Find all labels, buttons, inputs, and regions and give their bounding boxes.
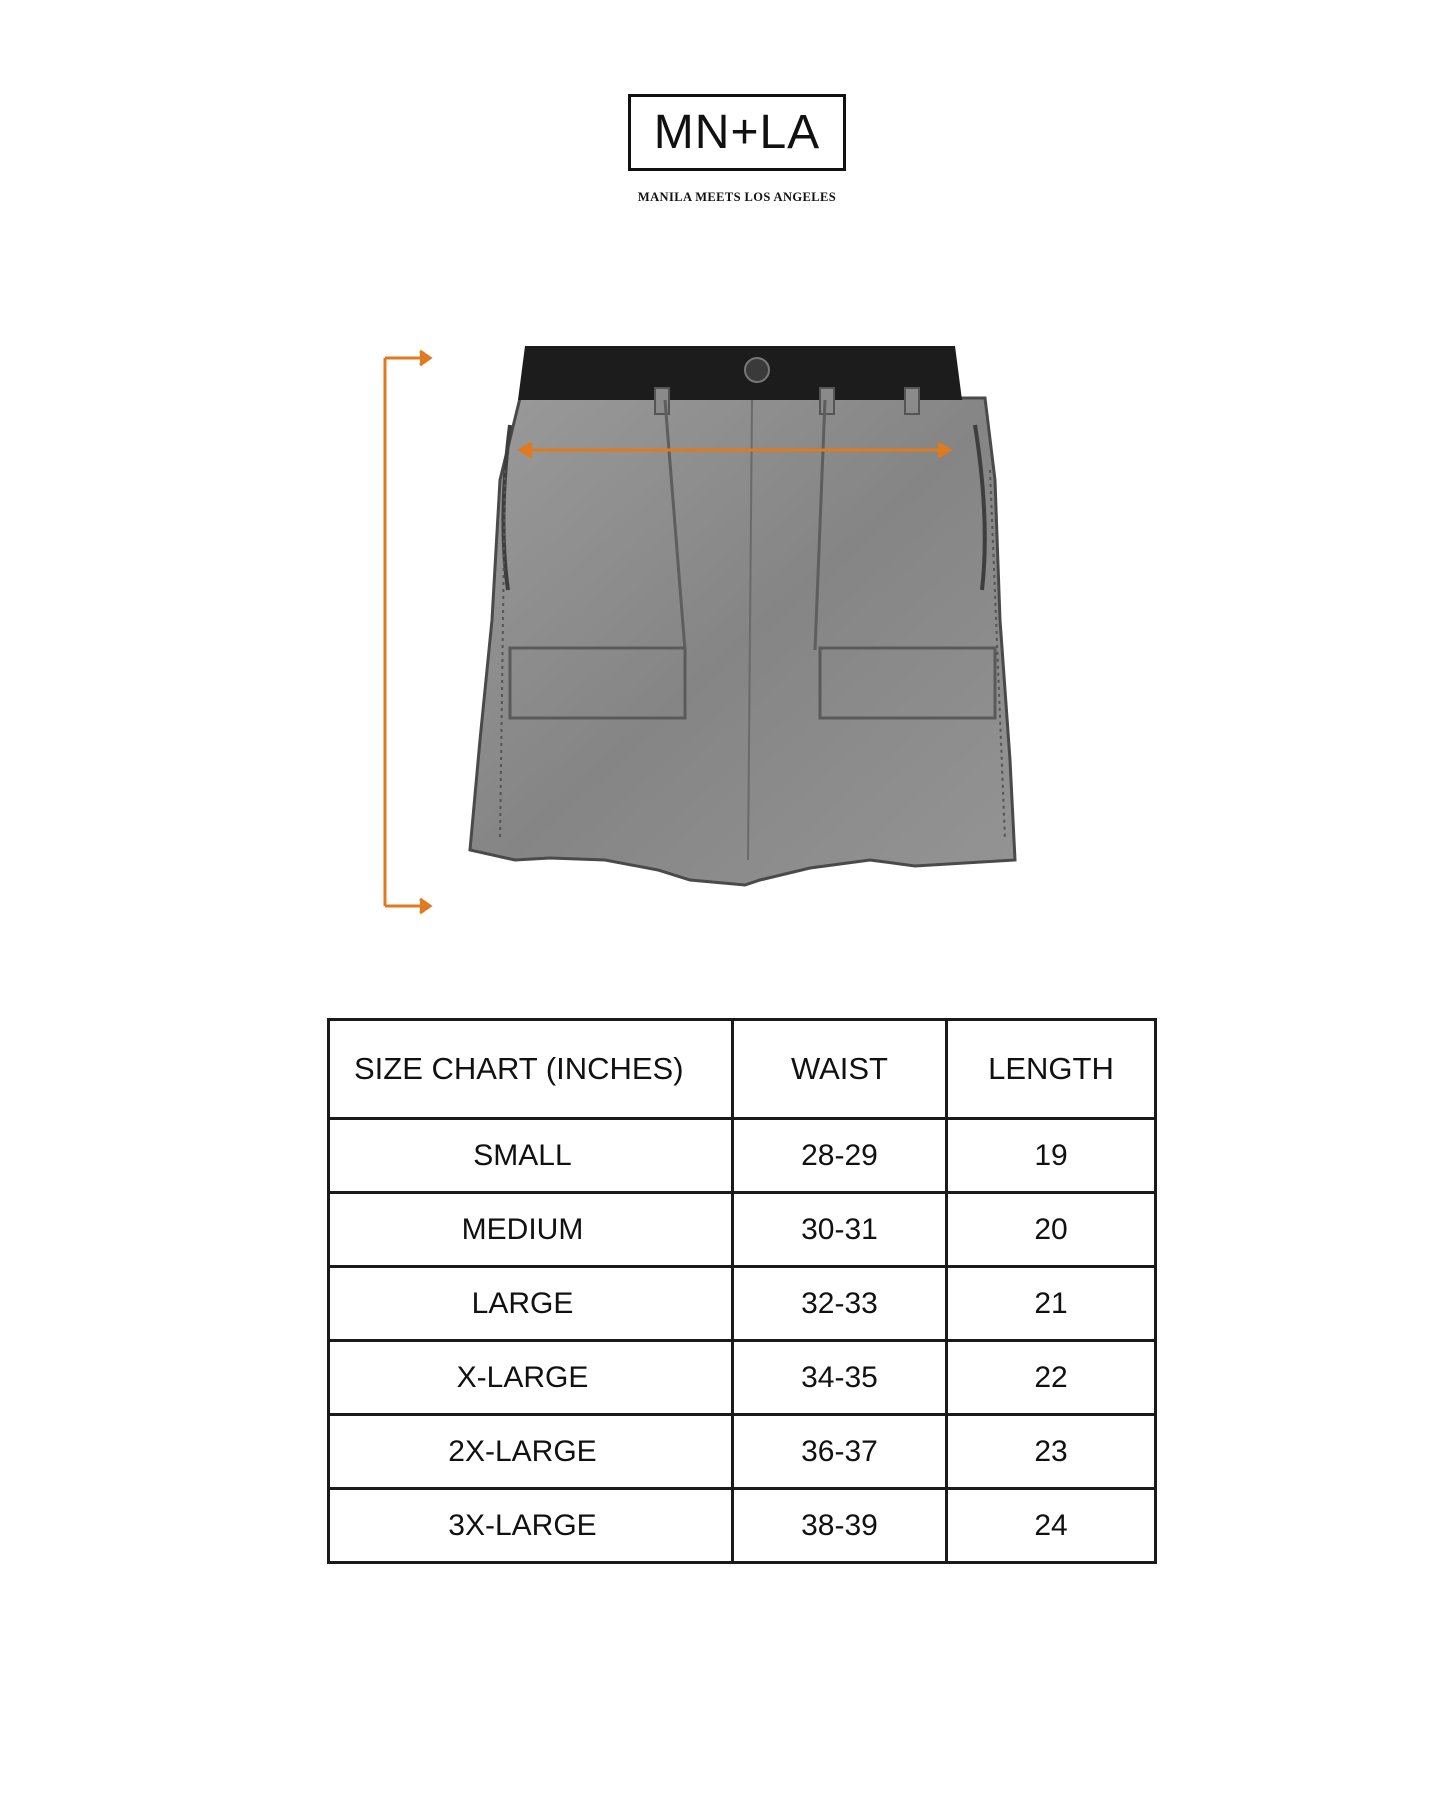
length-cell: 22: [947, 1341, 1156, 1415]
waist-cell: 34-35: [733, 1341, 947, 1415]
table-header-row: [329, 1020, 1156, 1119]
waist-cell: 38-39: [733, 1489, 947, 1563]
table-row: [329, 1415, 1156, 1489]
size-cell: 2X-LARGE: [329, 1415, 733, 1489]
size-cell: 3X-LARGE: [329, 1489, 733, 1563]
table-row: [329, 1341, 1156, 1415]
size-chart-table: [327, 1018, 1157, 1564]
table-row: [329, 1267, 1156, 1341]
length-cell: 24: [947, 1489, 1156, 1563]
waist-cell: 32-33: [733, 1267, 947, 1341]
header-size-chart: SIZE CHART (INCHES): [329, 1020, 733, 1119]
size-cell: MEDIUM: [329, 1193, 733, 1267]
length-cell: 20: [947, 1193, 1156, 1267]
waist-cell: 36-37: [733, 1415, 947, 1489]
waistband: [518, 346, 962, 400]
waist-cell: 28-29: [733, 1119, 947, 1193]
table-row: [329, 1119, 1156, 1193]
table-row: [329, 1489, 1156, 1563]
shorts-garment: [470, 346, 1015, 885]
header-waist: WAIST: [733, 1020, 947, 1119]
logo-text: MN+LA: [653, 106, 821, 159]
length-cell: 21: [947, 1267, 1156, 1341]
length-cell: 23: [947, 1415, 1156, 1489]
waist-cell: 30-31: [733, 1193, 947, 1267]
size-cell: SMALL: [329, 1119, 733, 1193]
size-cell: LARGE: [329, 1267, 733, 1341]
size-cell: X-LARGE: [329, 1341, 733, 1415]
table-row: [329, 1193, 1156, 1267]
length-measure-arrow: [385, 351, 430, 913]
button-icon: [745, 358, 769, 382]
length-cell: 19: [947, 1119, 1156, 1193]
brand-tagline: MANILA MEETS LOS ANGELES: [637, 190, 837, 204]
header-length: LENGTH: [947, 1020, 1156, 1119]
